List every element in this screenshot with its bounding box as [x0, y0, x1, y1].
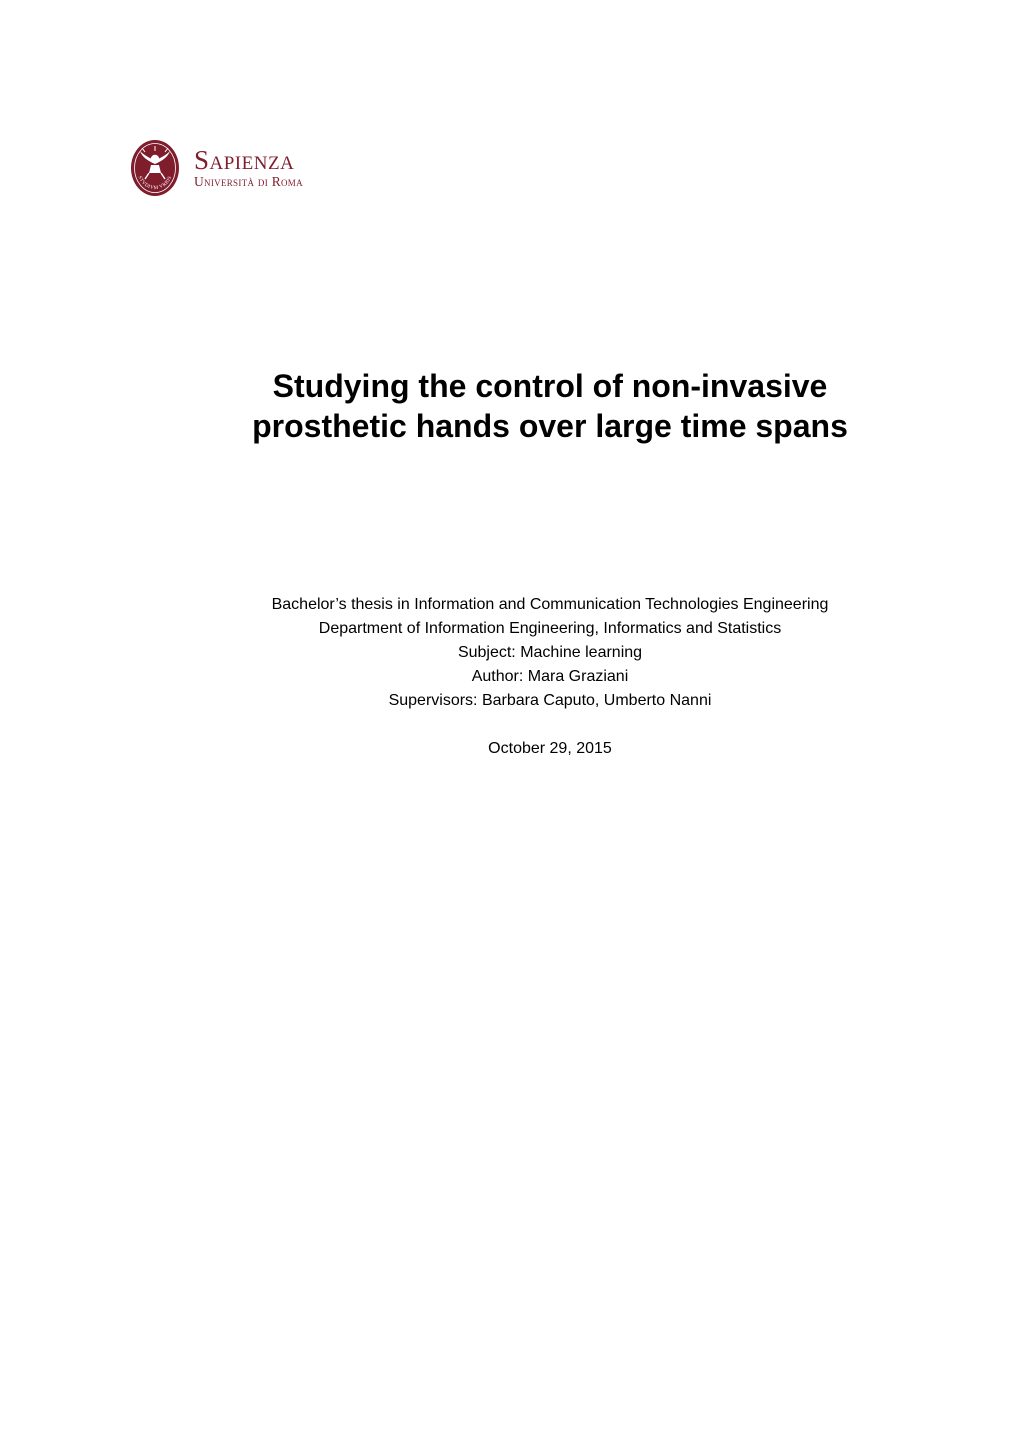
thesis-date: October 29, 2015 [488, 740, 612, 757]
logo-wordmark [194, 146, 303, 189]
subject-line: Subject: Machine learning [457, 644, 643, 661]
seal-inscription: STVDIVM VRBIS [136, 175, 174, 192]
university-subtitle: Università di Roma [194, 174, 303, 189]
thesis-title [150, 366, 950, 446]
thesis-details [150, 593, 950, 713]
thesis-title-line-1: Studying the control of non-invasive [272, 368, 828, 404]
author-line: Author: Mara Graziani [471, 668, 629, 685]
university-name: Sapienza [194, 145, 295, 175]
sapienza-seal-icon [130, 139, 180, 197]
department-line: Department of Information Engineering, Informatics and Statistics [318, 620, 782, 637]
degree-line: Bachelor’s thesis in Information and Communication Technologies Engineering [271, 596, 829, 613]
supervisors-line: Supervisors: Barbara Caputo, Umberto Nanni [388, 692, 712, 709]
thesis-title-line-2: prosthetic hands over large time spans [252, 408, 848, 444]
university-logo [130, 138, 330, 198]
